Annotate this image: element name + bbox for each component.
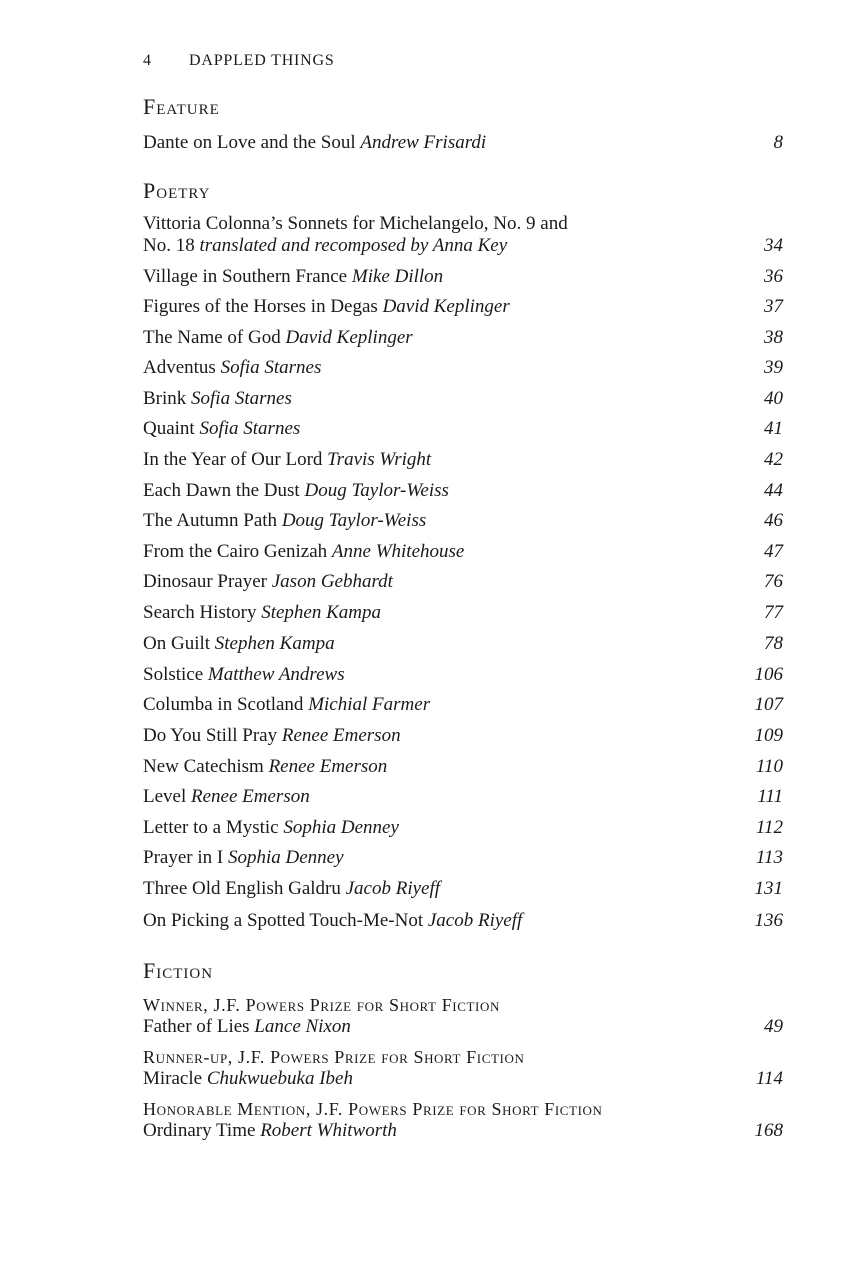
entry-page-number: 34 [764,235,783,256]
entry-author: Stephen Kampa [261,602,381,623]
entry-title: Each Dawn the Dust [143,480,300,501]
running-head [143,52,335,70]
entry-author: Jacob Riyeff [427,910,523,931]
toc-entry[interactable] [143,910,783,932]
prize-label: Runner-up, J.F. Powers Prize for Short Fiction [143,1047,525,1067]
entry-author: Chukwuebuka Ibeh [206,1068,353,1089]
entry-author: Mike Dillon [351,266,444,287]
toc-entry[interactable] [143,664,783,686]
entry-author: Sofia Starnes [199,418,301,439]
toc-entry[interactable] [143,213,783,257]
entry-title: Quaint [143,418,195,439]
toc-entry[interactable] [143,786,783,808]
entry-title: Solstice [143,664,204,685]
entry-page-number: 42 [764,449,783,470]
entry-title: Dinosaur Prayer [143,571,267,592]
entry-author: Stephen Kampa [214,633,335,654]
entry-title: In the Year of Our Lord [143,449,323,470]
entry-author: Lance Nixon [254,1016,351,1037]
entry-author: Sofia Starnes [220,357,322,378]
toc-entry[interactable] [143,994,783,1038]
entry-title: Letter to a Mystic [143,817,279,838]
toc-entry[interactable] [143,1098,783,1142]
toc-entry[interactable] [143,480,783,502]
entry-author: Doug Taylor-Weiss [281,510,427,531]
folio-number: 4 [143,52,152,69]
entry-title: From the Cairo Genizah [143,541,328,562]
entry-page-number: 44 [764,480,783,501]
entry-author: translated and recomposed by Anna Key [199,235,508,256]
entry-title: Columba in Scotland [143,694,304,715]
entry-author: Renee Emerson [191,786,310,807]
journal-title: DAPPLED THINGS [189,52,335,69]
entry-title: Adventus [143,357,216,378]
entry-page-number: 76 [764,571,783,592]
entry-title: Level [143,786,187,807]
entry-page-number: 168 [754,1120,783,1141]
toc-entry[interactable] [143,694,783,716]
entry-title: Miracle [143,1068,203,1089]
toc-entry[interactable] [143,1046,783,1090]
toc-entry[interactable] [143,388,783,410]
toc-entry[interactable] [143,296,783,318]
toc-entry[interactable] [143,541,783,563]
entry-author: Matthew Andrews [207,664,345,685]
toc-entry[interactable] [143,878,783,900]
entry-author: Doug Taylor-Weiss [304,480,449,501]
entry-page-number: 40 [764,388,783,409]
entry-page-number: 107 [754,694,783,715]
entry-title: The Name of God [143,327,281,348]
entry-title: On Picking a Spotted Touch-Me-Not [143,910,424,931]
entry-author: Anne Whitehouse [331,541,465,562]
entry-page-number: 136 [754,910,783,931]
entry-page-number: 77 [764,602,783,623]
entry-title: No. 18 [143,235,195,256]
entry-title: Village in Southern France [143,266,348,287]
prize-label: Honorable Mention, J.F. Powers Prize for Short Fiction [143,1099,603,1119]
entry-page-number: 36 [764,266,783,287]
toc-entry[interactable] [143,725,783,747]
entry-title: Father of Lies [143,1016,250,1037]
entry-title-line1: Vittoria Colonna’s Sonnets for Michelangelo, No. 9 and [143,213,568,234]
entry-author: David Keplinger [285,327,413,348]
entry-title: New Catechism [143,756,264,777]
entry-page-number: 78 [764,633,783,654]
entry-page-number: 112 [755,817,783,838]
entry-author: Travis Wright [327,449,432,470]
toc-entry[interactable] [143,327,783,349]
section-heading-fiction: Fiction [143,958,214,983]
entry-author: Sofia Starnes [191,388,292,409]
entry-page-number: 46 [764,510,783,531]
entry-title: Do You Still Pray [143,725,278,746]
toc-entry[interactable] [143,510,783,532]
entry-page-number: 114 [755,1068,783,1089]
toc-entry[interactable] [143,132,783,154]
entry-page-number: 37 [764,296,783,317]
entry-page-number: 131 [754,878,783,899]
toc-entry[interactable] [143,633,783,655]
toc-entry[interactable] [143,418,783,440]
entry-author: Andrew Frisardi [360,132,487,153]
section-heading-poetry: Poetry [143,178,211,203]
toc-entry[interactable] [143,847,783,869]
toc-entry[interactable] [143,602,783,624]
entry-title: Prayer in I [143,847,224,868]
entry-author: Sophia Denney [283,817,399,838]
entry-title: Figures of the Horses in Degas [143,296,378,317]
entry-author: Jacob Riyeff [345,878,441,899]
entry-author: Sophia Denney [227,847,344,868]
entry-page-number: 106 [754,664,783,685]
toc-entry[interactable] [143,357,783,379]
entry-title: Brink [143,388,187,409]
entry-page-number: 39 [764,357,783,378]
entry-title: Search History [143,602,257,623]
entry-title: Dante on Love and the Soul [143,132,356,153]
toc-entry[interactable] [143,266,783,288]
entry-title: Ordinary Time [143,1120,256,1141]
entry-page-number: 8 [773,132,783,153]
toc-entry[interactable] [143,817,783,839]
entry-author: Renee Emerson [268,756,388,777]
entry-author: Renee Emerson [281,725,401,746]
entry-title: On Guilt [143,633,211,654]
entry-page-number: 49 [764,1016,783,1037]
entry-author: David Keplinger [382,296,510,317]
entry-page-number: 111 [757,786,783,807]
entry-author: Michial Farmer [308,694,431,715]
section-heading-feature: Feature [143,94,220,119]
entry-title: The Autumn Path [143,510,278,531]
entry-page-number: 113 [755,847,783,868]
entry-page-number: 109 [754,725,783,746]
entry-page-number: 47 [764,541,783,562]
entry-page-number: 41 [764,418,783,439]
toc-entry[interactable] [143,571,783,593]
entry-page-number: 110 [755,756,783,777]
toc-entry[interactable] [143,756,783,778]
entry-author: Jason Gebhardt [271,571,393,592]
entry-title: Three Old English Galdru [143,878,341,899]
toc-entry[interactable] [143,449,783,471]
entry-author: Robert Whitworth [260,1120,397,1141]
prize-label: Winner, J.F. Powers Prize for Short Fiction [143,995,500,1015]
entry-page-number: 38 [764,327,783,348]
